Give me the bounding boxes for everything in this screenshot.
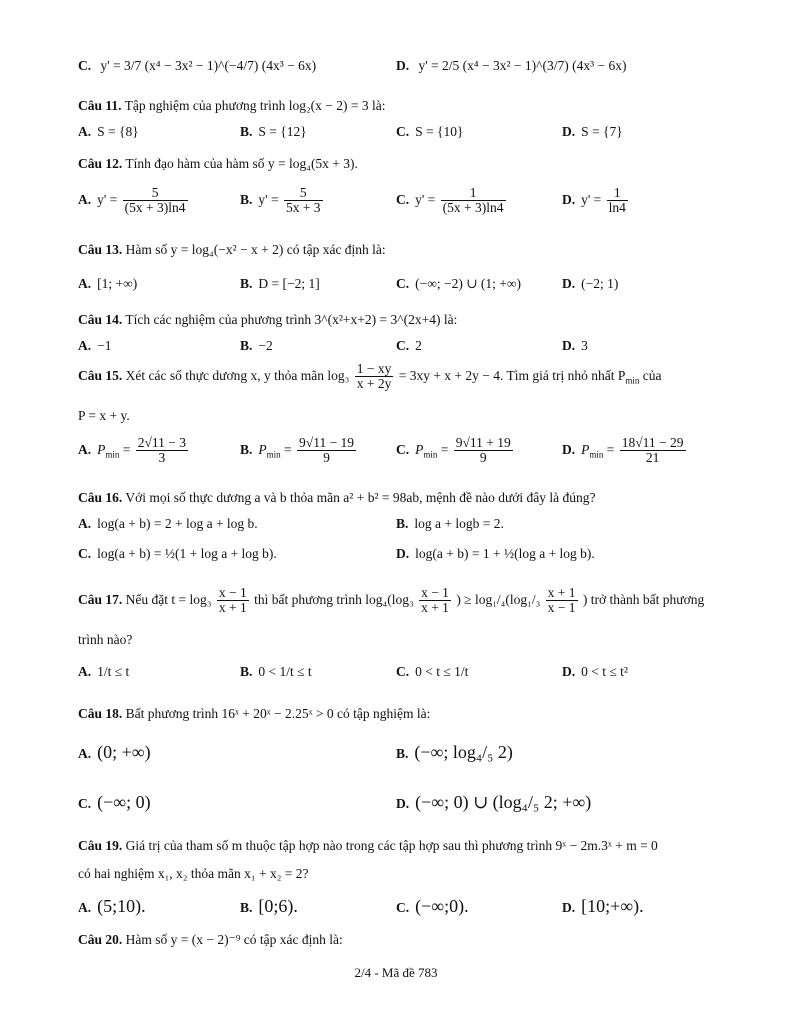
q16-options-row2 [78,546,722,568]
q14-option-d: D. 3 [562,338,588,353]
q18-option-b: B. (−∞; log₄/₅ 2) [396,742,513,762]
q19-stem [78,838,722,854]
q13-options [78,276,722,298]
q13-title: Câu 13. [78,242,123,257]
q13-option-a: A. [1; +∞) [78,276,138,291]
q19-option-a: A. (5;10). [78,896,146,916]
q14-option-c: C. 2 [396,338,422,353]
q12-option-d: D. y' = $\frac{1}{\ln 4}$ [562,185,626,216]
q11-option-a: A. S = {8} [78,124,139,139]
q15-option-d: D. $P_{min}$ = $\frac{18√11 - 29}{21}$ [562,435,684,466]
q18-text: Bất phương trình 16ˣ + 20ˣ − 2.25ˣ > 0 có tập nghiệm là: [125,706,431,721]
q15-line2: P = x + y. [78,408,130,423]
q12-text: Tính đạo hàm của hàm số y = log₄(5x + 3). [125,156,358,171]
q17-stem: Câu 17. Nếu đặt t = log₃ $\frac{x - 1}{x + 1}$ thì bất phương trình log₄(log₃ $\frac{x - 1}{x + 1}$ ) ≥ log₁/₄(log₁/₃ $\frac{x + 1}{x - 1}$ ) trở thành bất phương [78,585,705,616]
q16-option-b: B. log a + logb = 2. [396,516,504,531]
q13-option-c: C. (−∞; −2) ∪ (1; +∞) [396,276,522,291]
q12-options [78,186,722,226]
q16-option-c: C. log(a + b) = ½(1 + log a + log b). [78,546,277,561]
q19-option-c: C. (−∞;0). [396,896,469,916]
q18-option-d: D. (−∞; 0) ∪ (log₄/₅ 2; +∞) [396,792,592,812]
q10-option-c-expr: y' = 3/7 (x⁴ − 3x² − 1)^(−4/7) (4x³ − 6x) [100,58,317,73]
q12-option-d-fraction: $\frac{1}{\ln 4}$ [608,185,626,216]
q15-option-c: C. $P_{min}$ = $\frac{9√11 + 19}{9}$ [396,435,511,466]
q18-stem [78,706,722,722]
q19-option-b: B. [0;6). [240,896,298,916]
q18-options-row2 [78,792,722,814]
q16-option-d: D. log(a + b) = 1 + ½(log a + log b). [396,546,595,561]
q15-option-b: B. $P_{min}$ = $\frac{9√11 - 19}{9}$ [240,435,355,466]
q16-options-row1 [78,516,722,538]
q14-text: Tích các nghiệm của phương trình 3^(x²+x+2) = 3^(2x+4) là: [125,312,458,327]
page-footer: 2/4 - Mã đề 783 [354,965,438,980]
q12-stem [78,156,722,172]
q13-option-b: B. D = [−2; 1] [240,276,320,291]
q12-option-a: A. y' = $\frac{5}{(5x + 3)\ln 4}$ [78,185,186,216]
q12-title: Câu 12. [78,156,123,171]
q19-title: Câu 19. [78,838,123,853]
q17-option-a: A. 1/t ≤ t [78,664,130,679]
q12-option-b-fraction: $\frac{5}{5x + 3}$ [285,185,321,216]
q14-title: Câu 14. [78,312,123,327]
q16-option-a: A. log(a + b) = 2 + log a + log b. [78,516,258,531]
q11-option-d: D. S = {7} [562,124,623,139]
q13-option-d: D. (−2; 1) [562,276,619,291]
q15-title: Câu 15. [78,367,123,383]
q12-option-c-fraction: $\frac{1}{(5x + 3)\ln 4}$ [442,185,504,216]
q17-option-d: D. 0 < t ≤ t² [562,664,628,679]
q11-text: Tập nghiệm của phương trình log₂(x − 2) = 3 là: [124,98,386,113]
q12-option-a-fraction: $\frac{5}{(5x + 3)\ln 4}$ [124,185,186,216]
q11-option-c: C. S = {10} [396,124,464,139]
q18-title: Câu 18. [78,706,123,721]
q10-option-c: C. y' = 3/7 (x⁴ − 3x² − 1)^(−4/7) (4x³ − 6x) [78,58,317,73]
q12-option-c: C. y' = $\frac{1}{(5x + 3)\ln 4}$ [396,185,504,216]
q11-stem [78,98,722,114]
q15-options [78,436,722,476]
q19-text: Giá trị của tham số m thuộc tập hợp nào trong các tập hợp sau thì phương trình 9ˣ − 2m.3ˣ + m = 0 [125,838,658,853]
q18-options-row1 [78,742,722,764]
q20-text: Hàm số y = (x − 2)⁻⁹ có tập xác định là: [125,932,343,947]
q19-option-d: D. [10;+∞). [562,896,644,916]
q17-options [78,664,722,686]
q11-option-b: B. S = {12} [240,124,307,139]
q12-option-b: B. y' = $\frac{5}{5x + 3}$ [240,185,321,216]
q16-title: Câu 16. [78,490,123,505]
q16-text: Với mọi số thực dương a và b thỏa mãn a² + b² = 98ab, mệnh đề nào dưới đây là đúng? [125,490,596,505]
q11-title: Câu 11. [78,98,122,113]
q14-options [78,338,722,360]
q17-option-b: B. 0 < 1/t ≤ t [240,664,312,679]
q15-stem-fraction: $\frac{1 - xy}{x + 2y}$ [356,361,392,392]
q10-option-d-expr: y' = 2/5 (x⁴ − 3x² − 1)^(3/7) (4x³ − 6x) [418,58,627,73]
q16-stem [78,490,722,506]
q11-options [78,124,722,146]
q18-option-a: A. (0; +∞) [78,742,151,762]
q14-option-b: B. −2 [240,338,273,353]
q17-line2: trình nào? [78,632,133,647]
q10-options [78,54,722,94]
q14-option-a: A. −1 [78,338,112,353]
q20-title: Câu 20. [78,932,123,947]
q13-text: Hàm số y = log₄(−x² − x + 2) có tập xác định là: [125,242,386,257]
q14-stem [78,312,722,328]
q15-option-a: A. $P_{min}$ = $\frac{2√11 - 3}{3}$ [78,435,187,466]
q15-stem: Câu 15. Xét các số thực dương x, y thỏa mãn log₃ $\frac{1 - xy}{x + 2y}$ = 3xy + x + 2y − 4. Tìm giá trị nhỏ nhất $P_{min}$ của [78,361,662,392]
q19-options [78,896,722,918]
q13-stem [78,242,722,258]
q17-title: Câu 17. [78,591,123,607]
q20-stem [78,932,722,948]
q19-line2: có hai nghiệm x₁, x₂ thỏa mãn x₁ + x₂ = 2? [78,866,309,881]
q17-option-c: C. 0 < t ≤ 1/t [396,664,469,679]
q10-option-d: D. y' = 2/5 (x⁴ − 3x² − 1)^(3/7) (4x³ − 6x) [396,58,627,73]
q18-option-c: C. (−∞; 0) [78,792,151,812]
